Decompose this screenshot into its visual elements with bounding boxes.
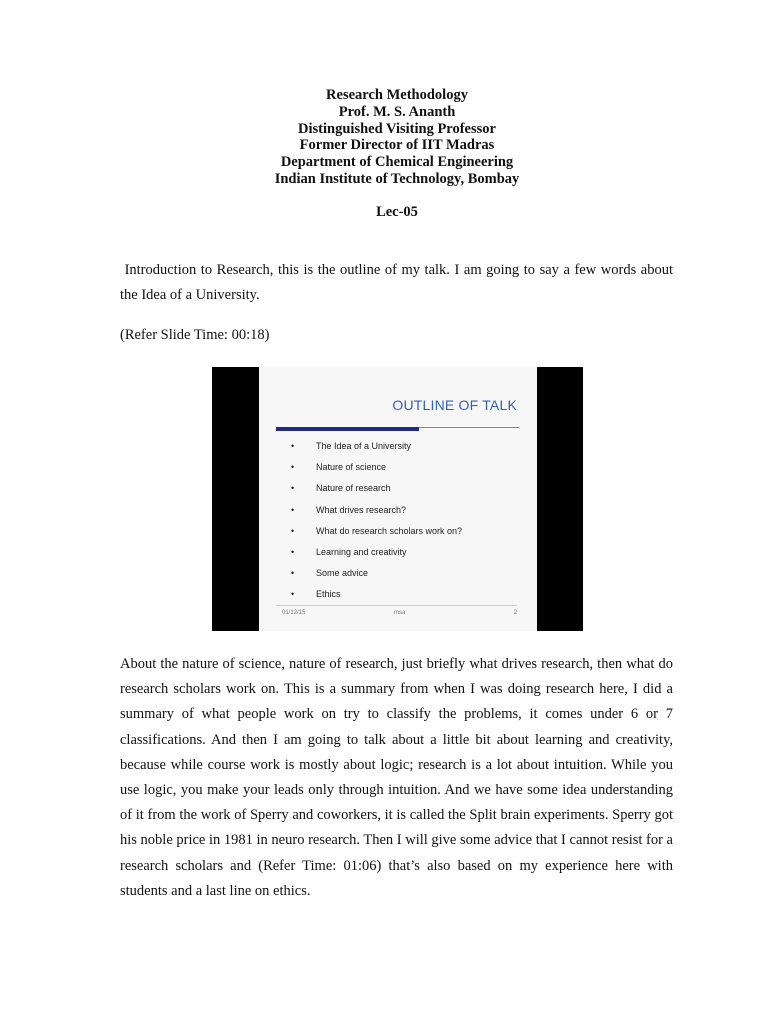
list-item: [288, 524, 462, 545]
slide-frame: [212, 367, 583, 631]
list-item-label: The Idea of a University: [316, 441, 412, 451]
course-title: Research Methodology: [326, 87, 468, 103]
slide-footer-date: 01/12/15: [282, 610, 306, 616]
department-name: Department of Chemical Engineering: [280, 154, 514, 171]
intro-paragraph: Introduction to Research, this is the outline of my talk. I am going to say a few words about the Idea of a University.: [120, 262, 677, 304]
list-item: [288, 503, 462, 524]
list-item-label: Nature of research: [316, 483, 391, 494]
list-item-label: Learning and creativity: [316, 546, 407, 557]
slide-footer-author: msa: [394, 610, 406, 616]
list-item: [288, 566, 462, 587]
bullet-icon: •: [291, 504, 295, 515]
body-paragraph: About the nature of science, nature of research, just briefly what drives research, then what do research scholars work on. This is a summary from when I was doing research here, I did a summary of what people work on try to classify the problems, it comes under 6 or 7 classifications. And then I am going to talk about a little bit about learning and creativity, because while course work is mostly about logic; research is a lot about intuition. While you use logic, you make your leads only through intuition. And we have some idea understanding of it from the work of Sperry and coworkers, it is called the Split brain experiments. Sperry got his noble price in 1981 in neuro research. Then I will give some advice that I cannot resist for a research scholars and (Refer Time: 01:06) that’s also based on my experience here with students and a last line on ethics.: [120, 656, 673, 899]
bullet-icon: •: [291, 568, 295, 579]
slide-footer: [276, 605, 517, 618]
document-header: [0, 87, 768, 188]
professor-former-role: Former Director of IIT Madras: [299, 137, 495, 154]
bullet-icon: •: [291, 546, 295, 557]
bullet-icon: •: [291, 462, 295, 473]
institute-name: Indian Institute of Technology, Bombay: [274, 170, 520, 187]
bullet-icon: •: [291, 441, 295, 451]
slide-title: OUTLINE OF TALK: [392, 397, 517, 413]
list-item-label: Some advice: [316, 568, 369, 579]
list-item: [288, 439, 462, 460]
list-item-label: Ethics: [316, 589, 341, 600]
slide-image: [259, 367, 537, 631]
list-item: [288, 545, 462, 566]
list-item-label: What do research scholars work on?: [316, 525, 463, 536]
slide-outline-list: [288, 439, 462, 609]
list-item: [288, 481, 462, 502]
bullet-icon: •: [291, 589, 295, 600]
refer-slide-time: (Refer Slide Time: 00:18): [120, 327, 270, 343]
slide-page-number: 2: [513, 610, 517, 616]
list-item: [288, 460, 462, 481]
bullet-icon: •: [291, 483, 295, 494]
list-item-label: What drives research?: [316, 504, 407, 515]
lecture-number: Lec-05: [376, 204, 418, 220]
list-item-label: Nature of science: [316, 462, 387, 473]
professor-name: Prof. M. S. Ananth: [338, 103, 456, 120]
bullet-icon: •: [291, 525, 295, 536]
professor-role: Distinguished Visiting Professor: [298, 120, 496, 137]
slide-accent-bar: [276, 427, 419, 431]
